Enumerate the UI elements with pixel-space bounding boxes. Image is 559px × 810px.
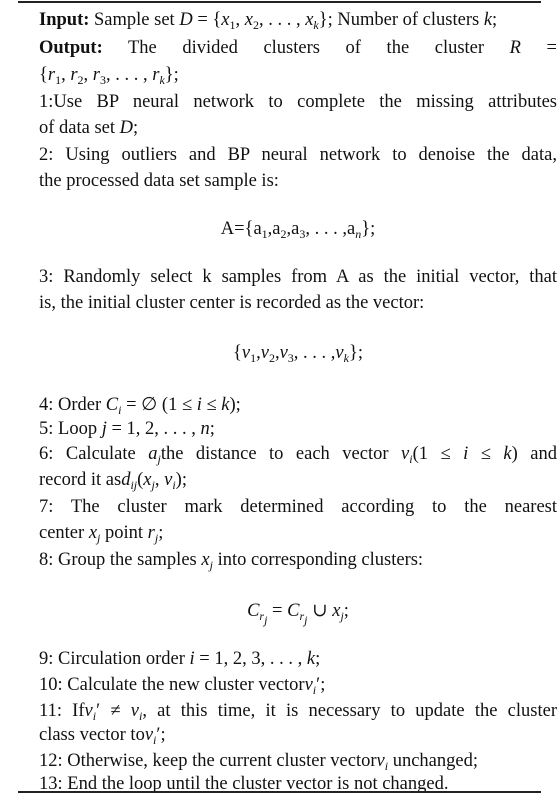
step1-line-2: of data set D; xyxy=(39,118,139,138)
step6-line: 6: Calculate $a_jthe$ distance to each vector $v_i(1 \le i \le k)$ and xyxy=(39,444,557,466)
step2-line-2: the processed data set sample is: xyxy=(39,171,279,191)
equation-v: {$v_1,v_2,v_3$, . . . $,v_k$}; xyxy=(233,343,363,365)
step13-line: 13: End the loop until the cluster vector is not changed. xyxy=(39,774,449,794)
step5-line: 5: Loop j = 1, 2, . . . , n; xyxy=(39,419,215,439)
table-bottom-rule xyxy=(18,791,541,793)
step2-line: 2: Using outliers and BP neural network to denoise the data, xyxy=(39,145,557,165)
equation-a: $A=\{a_1,a_2,a_3$, . . . $,a_n$}; xyxy=(220,219,376,241)
output-line-2: {$r_1$, $r_2$, $r_3$, . . . , $r_k$}; xyxy=(39,65,179,87)
step1-line: 1:Use BP neural network to complete the missing attributes xyxy=(39,92,557,112)
step10-line: 10: Calculate the new cluster vectorv$_i$′; xyxy=(39,675,326,697)
output-line: Output: The divided clusters of the cluster R = xyxy=(39,38,557,58)
step9-line: 9: Circulation order i = 1, 2, 3, . . . , k; xyxy=(39,649,321,669)
input-line: Input: Sample set $D = \{x_1$, $x_2$, . . . , $x_k$}; Number of clusters k; xyxy=(39,10,498,32)
step8-line: 8: Group the samples $x_j$ into corresponding clusters: xyxy=(39,550,424,572)
step12-line: 12: Otherwise, keep the current cluster vectorv$_i$ unchanged; xyxy=(39,751,478,773)
table-top-rule xyxy=(18,1,541,3)
equation-c: $C_{r_j} = C_{r_j}$ ∪ $x_j$; xyxy=(247,601,349,627)
output-label: Output: xyxy=(39,38,103,58)
step3-line-2: is, the initial cluster center is recorded as the vector: xyxy=(39,293,425,313)
input-label: Input: xyxy=(39,10,90,30)
step11-line-2: class vector tov$_i$′; xyxy=(39,725,166,747)
step11-line: 11: $Ifv_i' \ne v_i$, at this time, it is necessary to update the cluster xyxy=(39,701,557,723)
step7-line-2: center $x_j$ point $r_j$; xyxy=(39,523,164,545)
step3-line: 3: Randomly select k samples from A as the initial vector, that xyxy=(39,267,557,287)
step7-line: 7: The cluster mark determined according to the nearest xyxy=(39,497,557,517)
step6-line-2: record it $asd_{ij}(x_j$, $v_i$); xyxy=(39,470,187,492)
step4-line: 4: Order $C_i$ = ∅ (1 ≤ i ≤ k); xyxy=(39,395,241,417)
